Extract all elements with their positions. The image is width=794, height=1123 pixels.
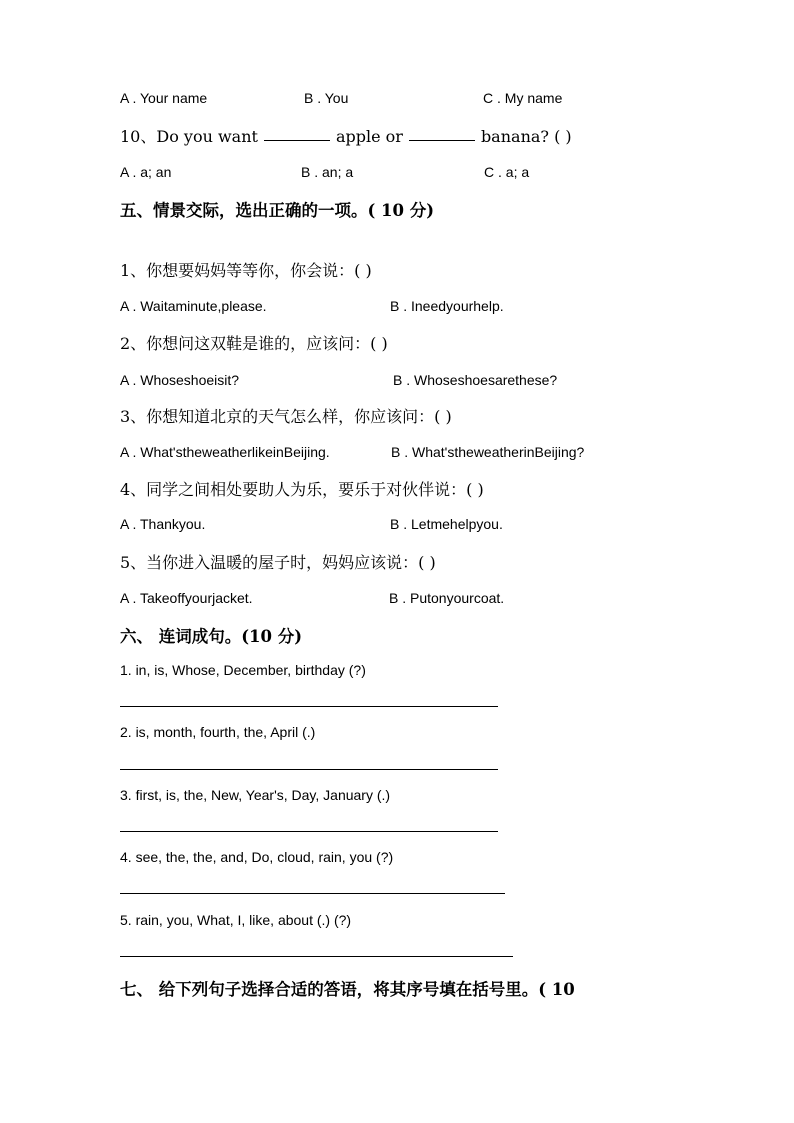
q9-option-c: C . My name [483, 90, 563, 106]
s5-q3-text: 3、你想知道北京的天气怎么样，你应该问：( ) [120, 407, 452, 426]
q9-option-a: A . Your name [120, 90, 208, 106]
s5-q5-option-b: B . Putonyourcoat. [389, 590, 505, 606]
q10-option-a: A . a; an [120, 164, 172, 180]
s6-answer-line-5[interactable] [120, 956, 513, 957]
q9-option-b: B . You [304, 90, 349, 106]
q10-blank-1[interactable] [264, 139, 330, 141]
s5-q1-option-a: A . Waitaminute,please. [120, 298, 267, 314]
s5-q3-option-a: A . What'stheweatherlikeinBeijing. [120, 444, 330, 460]
section5-title: 五、情景交际，选出正确的一项。( 10 分) [120, 201, 435, 220]
section6-title: 六、 连词成句。(10 分) [120, 627, 303, 646]
s6-item-4: 4. see, the, the, and, Do, cloud, rain, you (?) [120, 849, 394, 865]
s5-q2-option-a: A . Whoseshoeisit? [120, 372, 240, 388]
s5-q4-text: 4、同学之间相处要助人为乐，要乐于对伙伴说：( ) [120, 480, 484, 499]
s5-q3-option-b: B . What'stheweatherinBeijing? [391, 444, 585, 460]
s5-q5-option-a: A . Takeoffyourjacket. [120, 590, 253, 606]
q10-part2: apple or [335, 127, 403, 146]
s6-answer-line-2[interactable] [120, 769, 498, 770]
q10-number: 10、 [120, 127, 157, 146]
s6-item-5: 5. rain, you, What, I, like, about (.) (?) [120, 912, 352, 928]
q10-part1: Do you want [156, 127, 258, 146]
q10-part3: banana? ( ) [480, 127, 572, 146]
s6-item-2: 2. is, month, fourth, the, April (.) [120, 724, 316, 740]
q10-option-b: B . an; a [301, 164, 354, 180]
s6-answer-line-1[interactable] [120, 706, 498, 707]
q10-blank-2[interactable] [409, 139, 475, 141]
s6-answer-line-4[interactable] [120, 893, 505, 894]
s5-q1-option-b: B . Ineedyourhelp. [390, 298, 504, 314]
s6-item-3: 3. first, is, the, New, Year's, Day, January (.) [120, 787, 391, 803]
q10-option-c: C . a; a [484, 164, 530, 180]
q10-stem [120, 124, 572, 147]
s5-q4-option-b: B . Letmehelpyou. [390, 516, 503, 532]
s6-item-1: 1. in, is, Whose, December, birthday (?) [120, 662, 366, 678]
s5-q5-text: 5、当你进入温暖的屋子时，妈妈应该说：( ) [120, 553, 436, 572]
s6-answer-line-3[interactable] [120, 831, 498, 832]
s5-q4-option-a: A . Thankyou. [120, 516, 206, 532]
section7-title: 七、 给下列句子选择合适的答语，将其序号填在括号里。( 10 [120, 980, 575, 999]
s5-q2-option-b: B . Whoseshoesarethese? [393, 372, 558, 388]
s5-q1-text: 1、你想要妈妈等等你，你会说：( ) [120, 261, 372, 280]
s5-q2-text: 2、你想问这双鞋是谁的，应该问：( ) [120, 334, 388, 353]
